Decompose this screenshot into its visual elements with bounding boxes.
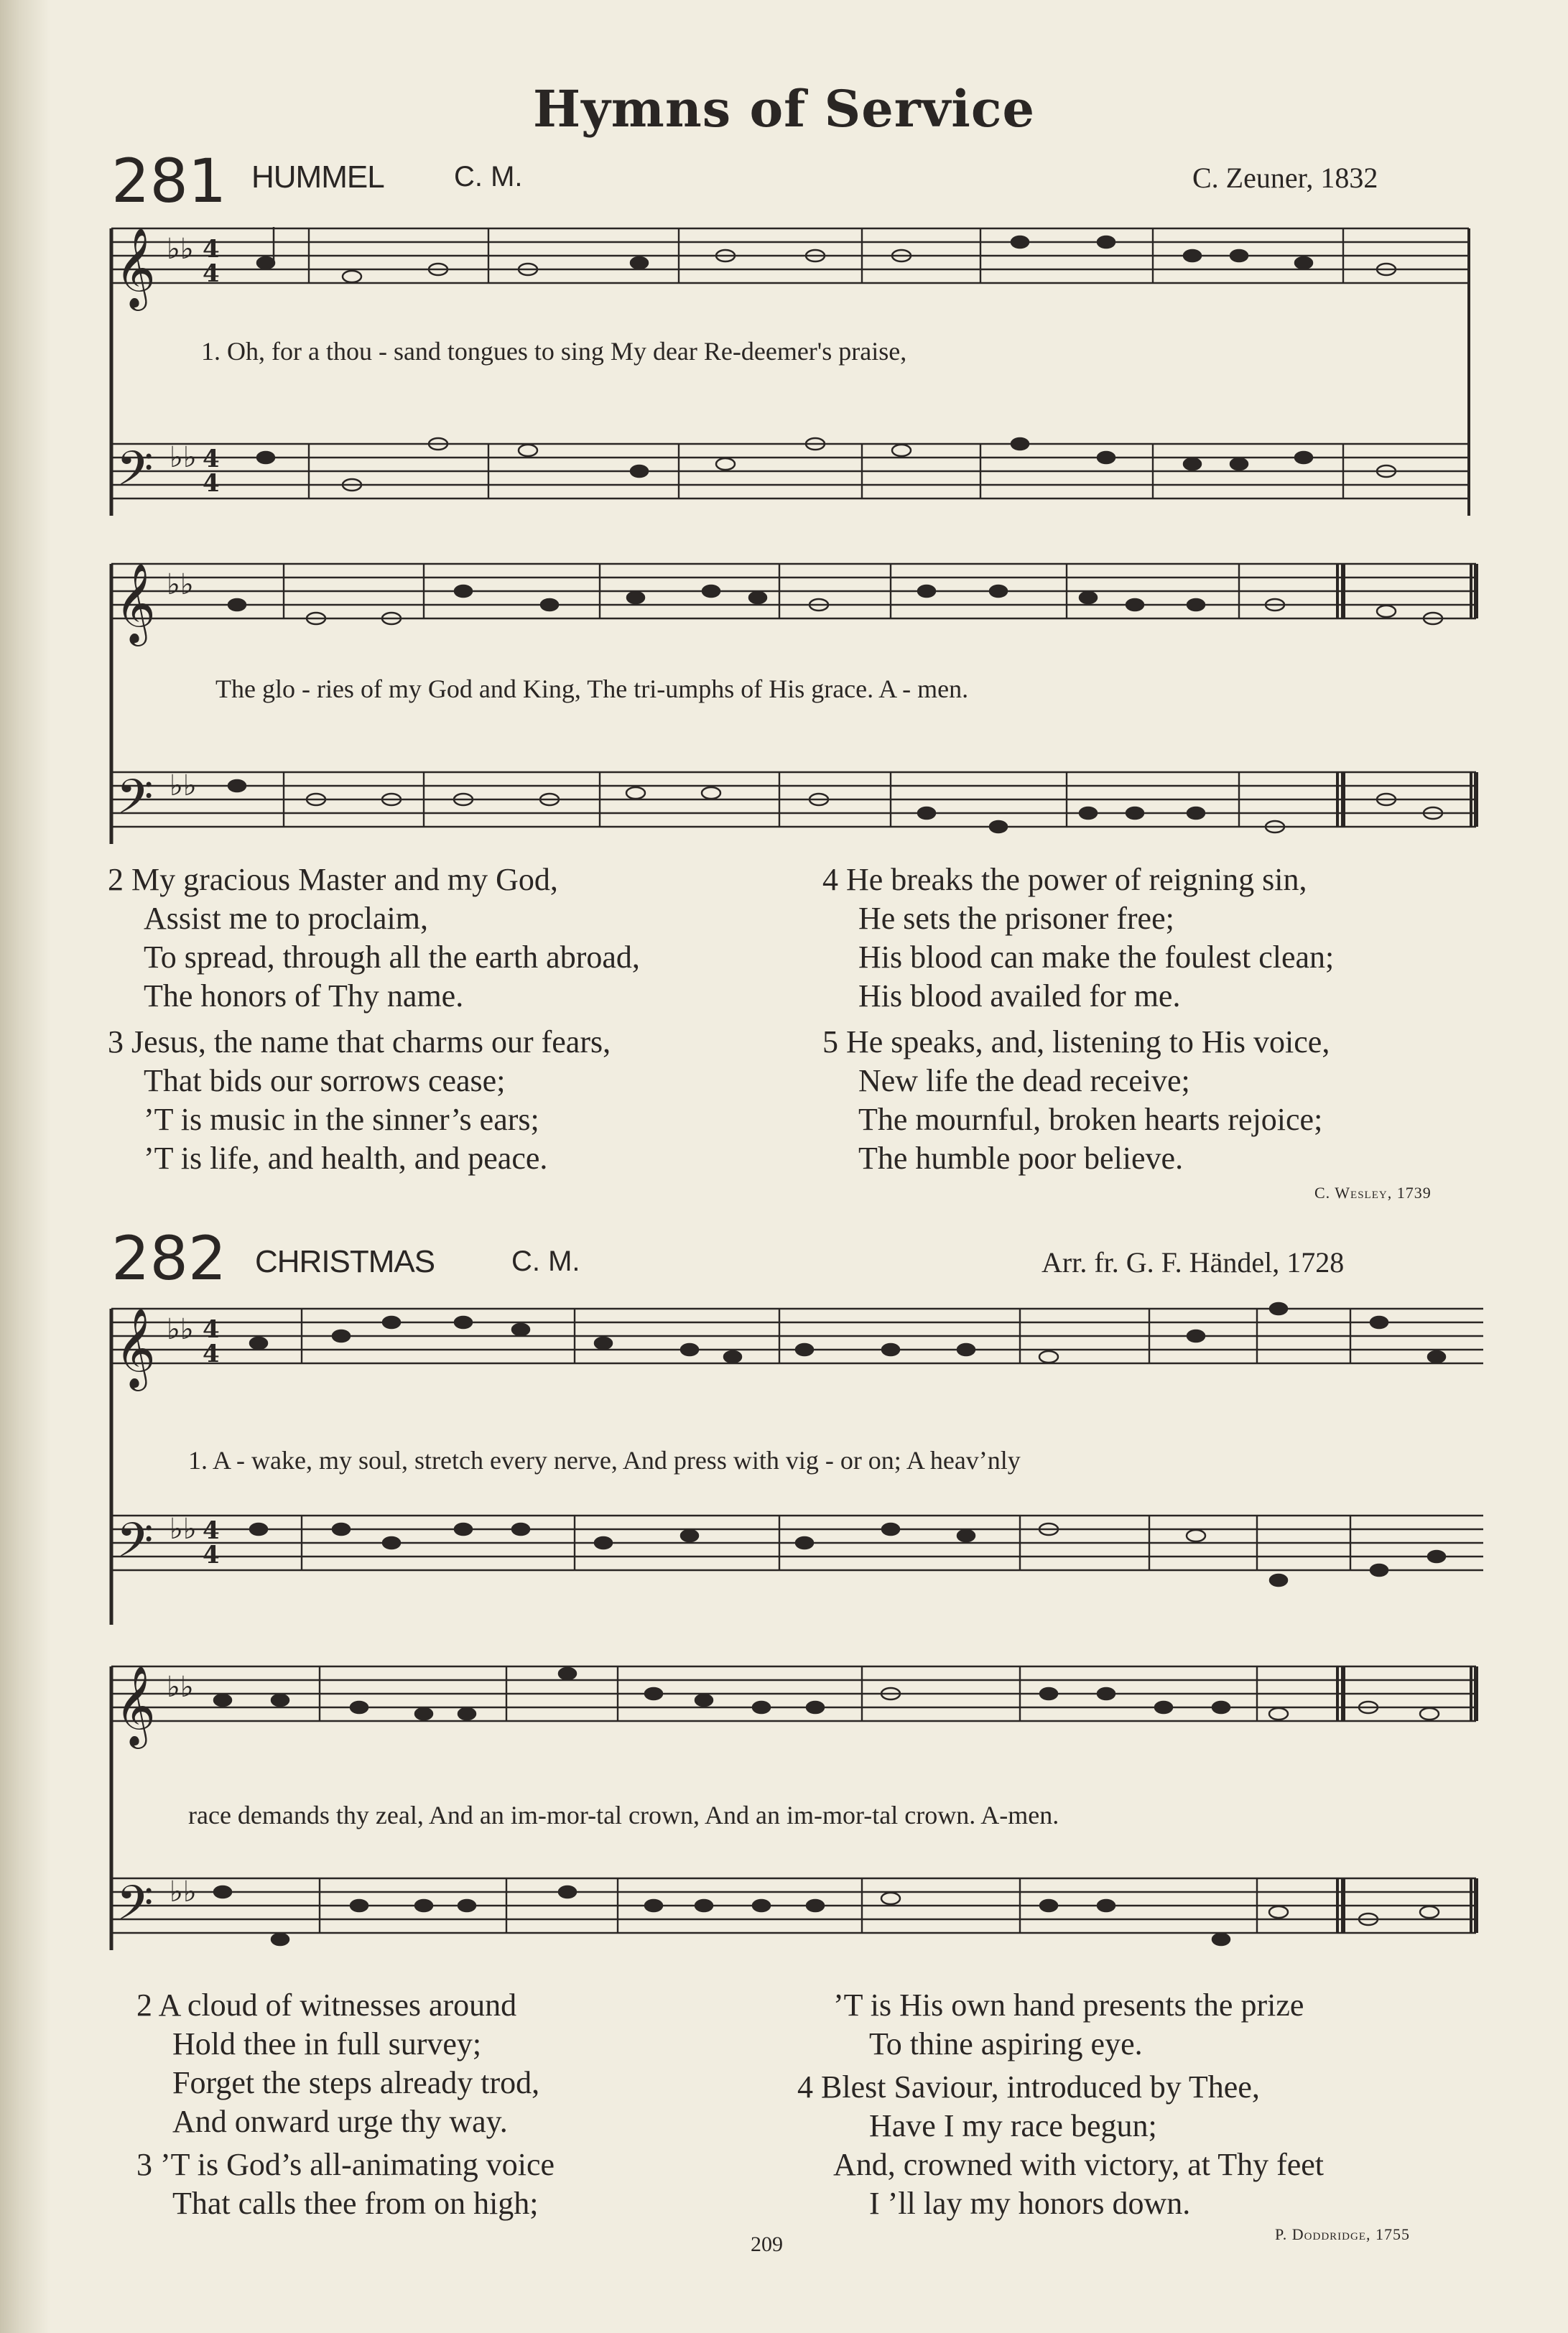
key-signature-flat-icon: ♭♭	[170, 1513, 197, 1546]
tune-name-281: HUMMEL	[251, 159, 384, 195]
time-signature: 4	[203, 1516, 220, 1545]
hymn-number-281: 281	[111, 146, 227, 216]
verse-line: To thine aspiring eye.	[869, 2026, 1143, 2061]
author-281: C. Wesley, 1739	[1314, 1184, 1432, 1202]
composer-281: C. Zeuner, 1832	[1192, 162, 1378, 194]
treble-clef-icon: 𝄞	[115, 1307, 156, 1388]
verse-line: The mournful, broken hearts rejoice;	[858, 1102, 1323, 1137]
verse-line: To spread, through all the earth abroad,	[144, 940, 640, 975]
verse-line: 2 My gracious Master and my God,	[108, 862, 558, 897]
lyric-line-281-1: 1. Oh, for a thou - sand tongues to sing My dear Re-deemer's praise,	[201, 337, 907, 366]
bass-clef-icon: 𝄢	[116, 769, 154, 836]
staff-282-1-treble	[111, 1309, 1483, 1363]
staff-282-2-bass	[111, 1878, 1476, 1933]
bass-clef-icon: 𝄢	[116, 1875, 154, 1942]
time-signature: 4	[203, 445, 220, 473]
author-282: P. Doddridge, 1755	[1275, 2225, 1411, 2243]
verse-line: Forget the steps already trod,	[172, 2065, 540, 2100]
verse-line: He sets the prisoner free;	[858, 901, 1174, 936]
key-signature-flat-icon: ♭♭	[167, 1671, 194, 1704]
verse-line: ’T is music in the sinner’s ears;	[144, 1102, 539, 1137]
treble-clef-icon: 𝄞	[115, 562, 156, 643]
hymn-number-282: 282	[111, 1223, 227, 1294]
verse-line: New life the dead receive;	[858, 1063, 1190, 1098]
verse-line: And, crowned with victory, at Thy feet	[833, 2147, 1325, 2182]
time-signature: 4	[203, 1541, 220, 1569]
key-signature-flat-icon: ♭♭	[167, 568, 194, 601]
time-signature: 4	[203, 235, 220, 264]
verse-line: Assist me to proclaim,	[144, 901, 428, 936]
time-signature: 4	[203, 259, 220, 288]
treble-clef-icon: 𝄞	[115, 227, 156, 307]
verse-line: 5 He speaks, and, listening to His voice,	[822, 1024, 1330, 1059]
verse-line: Have I my race begun;	[869, 2108, 1157, 2143]
verses-282-left	[136, 1986, 555, 2223]
meter-281: C. M.	[454, 161, 523, 193]
lyric-line-282-2: race demands thy zeal, And an im-mor-tal crown, And an im-mor-tal crown. A-men.	[188, 1801, 1059, 1829]
verse-line: 3 ’T is God’s all-animating voice	[136, 2147, 555, 2182]
meter-282: C. M.	[511, 1246, 580, 1277]
time-signature: 4	[203, 469, 220, 498]
verse-line: That calls thee from on high;	[172, 2186, 539, 2221]
verse-line: I ’ll lay my honors down.	[869, 2186, 1191, 2221]
lyric-line-281-2: The glo - ries of my God and King, The tri-umphs of His grace. A - men.	[215, 674, 969, 703]
verse-line: His blood availed for me.	[858, 978, 1181, 1014]
key-signature-flat-icon: ♭♭	[170, 441, 197, 474]
key-signature-flat-icon: ♭♭	[167, 233, 194, 266]
verse-line: 4 Blest Saviour, introduced by Thee,	[797, 2069, 1260, 2105]
bass-clef-icon: 𝄢	[116, 441, 154, 508]
verse-line: And onward urge thy way.	[172, 2104, 508, 2139]
verse-line: ’T is life, and health, and peace.	[144, 1141, 548, 1176]
key-signature-flat-icon: ♭♭	[170, 1875, 197, 1908]
verse-line: 2 A cloud of witnesses around	[136, 1988, 517, 2023]
verse-line: 4 He breaks the power of reigning sin,	[822, 862, 1307, 897]
verse-line: ’T is His own hand presents the prize	[833, 1988, 1304, 2023]
lyric-line-282-1: 1. A - wake, my soul, stretch every nerve, And press with vig - or on; A heav’nly	[188, 1446, 1021, 1475]
verse-line: The humble poor believe.	[858, 1141, 1184, 1176]
verse-line: 3 Jesus, the name that charms our fears,	[108, 1024, 611, 1059]
tune-name-282: CHRISTMAS	[255, 1244, 435, 1279]
key-signature-flat-icon: ♭♭	[167, 1313, 194, 1346]
time-signature: 4	[203, 1340, 220, 1368]
composer-282: Arr. fr. G. F. Händel, 1728	[1042, 1246, 1345, 1279]
verse-line: The honors of Thy name.	[144, 978, 464, 1014]
page-title: Hymns of Service	[532, 79, 1036, 139]
verse-line: Hold thee in full survey;	[172, 2026, 482, 2061]
staff-282-2-treble	[111, 1666, 1476, 1721]
verse-line: His blood can make the foulest clean;	[858, 940, 1335, 975]
time-signature: 4	[203, 1315, 220, 1344]
bass-clef-icon: 𝄢	[116, 1513, 154, 1580]
key-signature-flat-icon: ♭♭	[170, 769, 197, 802]
verse-line: That bids our sorrows cease;	[144, 1063, 506, 1098]
verses-282-right	[797, 1986, 1324, 2223]
treble-clef-icon: 𝄞	[115, 1665, 156, 1745]
page-number: 209	[751, 2232, 783, 2256]
